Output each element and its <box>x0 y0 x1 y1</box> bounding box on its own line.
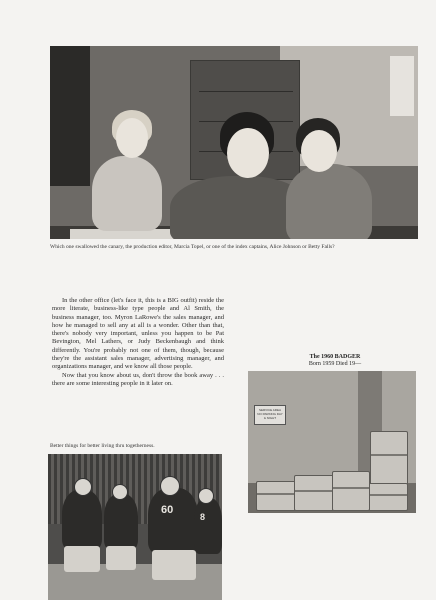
office-photo-caption: Which one swallowed the canary, the production editor, Marcia Topel, or one of the index captains, Alice Johnson or Betty Falls? <box>50 244 335 250</box>
football-player <box>62 490 102 550</box>
football-player <box>104 494 138 550</box>
garbage-cans-photo <box>248 371 416 513</box>
football-helmet <box>74 478 92 496</box>
football-pants <box>152 550 196 580</box>
service-area-sign-text: SERVICE AREA NO PARKING DAY & NIGHT <box>257 408 283 420</box>
garbage-can <box>370 431 408 487</box>
jersey-number: 60 <box>161 504 174 516</box>
bulletin-board <box>390 56 414 116</box>
football-helmet <box>198 488 214 504</box>
body-paragraph: Now that you know about us, don't throw the book away . . . there are some interesting people in it later on. <box>52 371 224 387</box>
football-helmet <box>112 484 128 500</box>
person-center-face <box>227 128 269 178</box>
garbage-can <box>256 481 296 511</box>
garbage-can <box>332 471 370 511</box>
jersey-number: 8 <box>200 512 206 522</box>
badger-caption <box>250 354 420 368</box>
article-body <box>52 297 224 388</box>
football-pants <box>106 546 136 570</box>
football-photo <box>48 454 222 600</box>
football-player <box>194 498 222 554</box>
football-pants <box>64 546 100 572</box>
football-helmet <box>160 476 180 496</box>
body-paragraph: In the other office (let's face it, this is a BIG outfit) reside the more literate, business-like type people and Al Smith, the business manager, too. Myron LaRowe's the sales manager, and how he managed to sell any at all is a wonder. Other than that, there's nobody very important, unless you happen to be Pat Bevington, Mel Lathers, or Judy Beckenbaugh and think differently. You're probably not one of them, though, because they're the assistant sales manager, advertising manager, and organizations manager, and we know all those people. <box>52 297 224 371</box>
person-left-face <box>116 118 148 158</box>
badger-dates: Born 1959 Died 19— <box>308 361 362 367</box>
football-player <box>148 488 198 554</box>
person-left <box>92 156 162 231</box>
garbage-can <box>294 475 334 511</box>
badger-title: The 1960 BADGER <box>309 354 361 360</box>
office-photo <box>50 46 418 239</box>
football-photo-caption: Better things for better living thru togetherness. <box>50 443 155 449</box>
service-area-sign <box>254 405 286 425</box>
garbage-can <box>366 483 408 511</box>
person-right <box>286 164 372 239</box>
office-door <box>50 46 90 186</box>
person-right-face <box>301 130 337 172</box>
